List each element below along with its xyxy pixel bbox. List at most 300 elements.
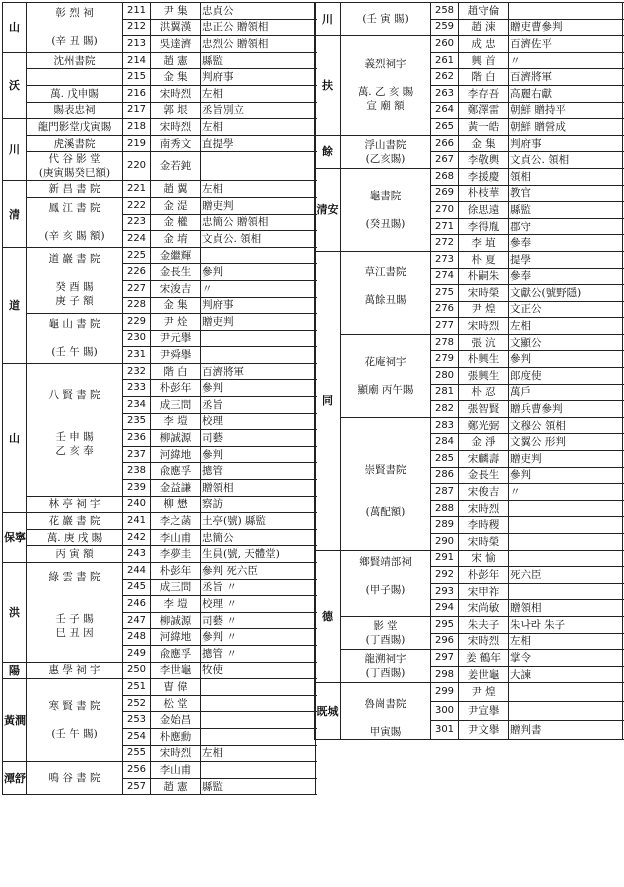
institution-line: 惠 學 祠 宇 (48, 664, 101, 677)
institution-line: 崇賢書院 (364, 463, 407, 476)
entry-note (201, 728, 316, 745)
person-name: 尹 煌 (459, 301, 509, 318)
entry-note: 〃 (201, 280, 316, 297)
entry-number: 228 (123, 297, 151, 314)
table-row (315, 135, 623, 152)
institution-line: 丙 寅 額 (55, 548, 94, 561)
entry-note: 校理 (201, 413, 316, 430)
entry-number: 214 (123, 52, 151, 69)
entry-number: 226 (123, 264, 151, 281)
entry-number: 286 (431, 467, 459, 484)
entry-note: 文穆公 領相 (509, 417, 623, 434)
entry-note: 贈吏判 (201, 197, 316, 214)
person-name: 李得胤 (459, 218, 509, 235)
institution-line: (辛 亥 賜 額) (44, 230, 105, 243)
entry-number: 258 (431, 3, 459, 20)
person-name: 宋時榮 (459, 285, 509, 302)
entry-note: 參判 (201, 380, 316, 397)
institution-line: 龍溯祠宇 (364, 653, 407, 666)
entry-number: 288 (431, 500, 459, 517)
entry-note: 參判 (201, 264, 316, 281)
institution-line (342, 307, 429, 321)
entry-number: 274 (431, 268, 459, 285)
person-name: 金 堉 (151, 231, 201, 248)
person-name: 張 沆 (459, 334, 509, 351)
entry-note (509, 550, 623, 567)
table-row (315, 3, 623, 20)
person-name: 成三問 (151, 579, 201, 596)
entry-number: 242 (123, 529, 151, 546)
region-cell (315, 36, 341, 136)
entry-note: 朱나라 朱子 (509, 616, 623, 633)
institution-cell (27, 513, 123, 530)
person-name: 松 堂 (151, 695, 201, 712)
person-name: 趙守倫 (459, 3, 509, 20)
person-name: 宋浚吉 (151, 280, 201, 297)
entry-note: 高麗右獻 (509, 85, 623, 102)
entry-note: 百濟將軍 (509, 69, 623, 86)
institution-line (342, 43, 429, 57)
entry-note: 文顯公 (509, 334, 623, 351)
institution-line: 宣 廟 額 (366, 100, 405, 113)
institution-line: 草江書院 (364, 265, 407, 278)
institution-cell (27, 197, 123, 247)
table-row (3, 69, 316, 86)
institution-cell (341, 683, 431, 740)
entry-note: 提學 (509, 251, 623, 268)
person-name: 朴 夏 (459, 251, 509, 268)
person-name: 李 埴 (459, 235, 509, 252)
institution-line: 甲寅賜 (369, 726, 402, 739)
region-cell (315, 168, 341, 251)
entry-number: 297 (431, 650, 459, 667)
region-label: 黃澗 (4, 713, 26, 727)
entry-note: 土亭(號) 縣監 (201, 513, 316, 530)
person-name: 趙 翼 (151, 181, 201, 198)
person-name: 李山甫 (151, 529, 201, 546)
institution-line (28, 472, 121, 486)
entry-number: 284 (431, 434, 459, 451)
entry-number: 289 (431, 517, 459, 534)
person-name: 朴彭年 (151, 380, 201, 397)
person-name: 金 淨 (459, 434, 509, 451)
institution-cell (341, 36, 431, 136)
person-name: 朴枝華 (459, 185, 509, 202)
institution-cell (341, 135, 431, 168)
region-label: 扶 (322, 78, 333, 92)
entry-note: 文翼公 形判 (509, 434, 623, 451)
table-row (3, 85, 316, 102)
entry-number: 225 (123, 247, 151, 264)
entry-note: 贈領相 (201, 480, 316, 497)
entry-number: 275 (431, 285, 459, 302)
person-name: 李存吾 (459, 85, 509, 102)
entry-number: 276 (431, 301, 459, 318)
entry-note: 文貞公. 領相 (509, 152, 623, 169)
table-row (3, 662, 316, 679)
entry-number: 267 (431, 152, 459, 169)
institution-line (28, 20, 121, 34)
entry-number: 279 (431, 351, 459, 368)
table-row (3, 496, 316, 513)
institution-line (28, 584, 121, 598)
entry-number: 231 (123, 347, 151, 364)
table-row (315, 417, 623, 434)
entry-number: 255 (123, 745, 151, 762)
entry-note: 判府事 (201, 297, 316, 314)
region-label: 餘 (322, 145, 333, 159)
person-name: 金繼輝 (151, 247, 201, 264)
person-name: 金 權 (151, 214, 201, 231)
entry-number: 257 (123, 778, 151, 795)
entry-number: 281 (431, 384, 459, 401)
person-name: 宋時烈 (459, 633, 509, 650)
institution-line: 龜 山 書 院 (48, 318, 101, 331)
institution-cell (341, 616, 431, 649)
entry-number: 263 (431, 85, 459, 102)
person-name: 李夢圭 (151, 546, 201, 563)
entry-note (509, 583, 623, 600)
person-name: 宋俊吉 (459, 484, 509, 501)
institution-line (28, 741, 121, 755)
region-cell (315, 3, 341, 36)
entry-number: 245 (123, 579, 151, 596)
institution-cell (27, 563, 123, 663)
institution-line (28, 374, 121, 388)
person-name: 洪翼漢 (151, 19, 201, 36)
entry-note: 左相 (509, 318, 623, 335)
entry-number: 216 (123, 85, 151, 102)
table-row (315, 550, 623, 567)
institution-line: 義烈祠宇 (364, 58, 407, 71)
entry-number: 277 (431, 318, 459, 335)
person-name: 徐思遠 (459, 202, 509, 219)
institution-line: 鄉賢靖部祠 (359, 556, 412, 569)
institution-cell (341, 3, 431, 36)
table-row (3, 513, 316, 530)
institution-line: 賜表忠祠 (53, 104, 96, 117)
institution-line (28, 266, 121, 280)
institution-line: (壬 午 賜) (51, 728, 98, 741)
table-row (3, 197, 316, 214)
entry-note: 忠簡公 (201, 529, 316, 546)
entry-number: 260 (431, 36, 459, 53)
institution-line: 巳 丑 因 (55, 627, 94, 640)
entry-note: 文貞公. 領相 (201, 231, 316, 248)
institution-cell (27, 529, 123, 546)
institution-cell (341, 251, 431, 334)
region-cell (315, 550, 341, 683)
entry-note (201, 152, 316, 181)
table-row (3, 152, 316, 181)
institution-cell (27, 152, 123, 181)
institution-line: 花庵祠宇 (364, 355, 407, 368)
institution-cell (27, 69, 123, 86)
entry-number: 293 (431, 583, 459, 600)
entry-note (201, 679, 316, 696)
institution-line (28, 70, 121, 84)
person-name: 趙 憲 (151, 52, 201, 69)
entry-number: 211 (123, 3, 151, 20)
entry-number: 236 (123, 430, 151, 447)
left-table (2, 2, 316, 795)
entry-number: 254 (123, 728, 151, 745)
table-row (315, 168, 623, 185)
entry-number: 300 (431, 702, 459, 721)
entry-number: 246 (123, 596, 151, 613)
region-cell (3, 3, 27, 53)
person-name: 尹 烇 (151, 314, 201, 331)
person-name: 河緯地 (151, 629, 201, 646)
table-row (315, 616, 623, 633)
entry-number: 266 (431, 135, 459, 152)
entry-number: 232 (123, 363, 151, 380)
entry-number: 217 (123, 102, 151, 119)
entry-note: 參奉 (509, 268, 623, 285)
person-name: 曺 偉 (151, 679, 201, 696)
person-name: 柳誠源 (151, 612, 201, 629)
institution-cell (27, 85, 123, 102)
person-name: 黃一皓 (459, 119, 509, 136)
institution-line (342, 397, 429, 411)
region-label: 道 (9, 298, 20, 312)
person-name: 階 白 (151, 363, 201, 380)
entry-note: 〃 (509, 52, 623, 69)
region-cell (3, 119, 27, 181)
table-row (3, 762, 316, 779)
person-name: 朴嗣朱 (459, 268, 509, 285)
institution-line: 虎溪書院 (53, 137, 96, 150)
region-cell (3, 762, 27, 795)
entry-number: 287 (431, 484, 459, 501)
region-label: 清 (9, 207, 20, 221)
institution-line: 壬 申 賜 (55, 430, 94, 443)
institution-line (342, 449, 429, 463)
entry-number: 219 (123, 135, 151, 152)
institution-cell (27, 135, 123, 152)
entry-note: 左相 (201, 745, 316, 762)
person-name: 金 湜 (151, 197, 201, 214)
table-row (3, 181, 316, 198)
region-cell (315, 251, 341, 550)
entry-number: 223 (123, 214, 151, 231)
person-name: 宋甲祚 (459, 583, 509, 600)
institution-line (342, 175, 429, 189)
entry-note: 朝鮮 贈營成 (509, 119, 623, 136)
institution-line (28, 416, 121, 430)
entry-note: 文正公 (509, 301, 623, 318)
institution-line: 萬. 乙 亥 賜 (357, 86, 414, 99)
entry-note: 忠正公 贈領相 (201, 19, 316, 36)
entry-number: 298 (431, 666, 459, 683)
institution-line: 沈州書院 (53, 54, 96, 67)
institution-cell (27, 662, 123, 679)
person-name: 李時稷 (459, 517, 509, 534)
person-name: 階 白 (459, 69, 509, 86)
entry-note: 左相 (201, 85, 316, 102)
entry-number: 285 (431, 451, 459, 468)
region-label: 保寧 (4, 531, 26, 545)
person-name: 郭 垠 (151, 102, 201, 119)
entry-note: 縣監 (509, 202, 623, 219)
institution-line (28, 402, 121, 416)
institution-cell (27, 679, 123, 762)
institution-cell (341, 417, 431, 550)
institution-line (342, 711, 429, 725)
person-name: 李 塏 (151, 596, 201, 613)
entry-note: 忠簡公 贈領相 (201, 214, 316, 231)
person-name: 張興生 (459, 368, 509, 385)
institution-line (28, 458, 121, 472)
entry-note: 縣監 (201, 778, 316, 795)
institution-line: 道 巖 書 院 (48, 253, 101, 266)
institution-cell (27, 762, 123, 795)
institution-line: 寒 賢 書 院 (48, 700, 101, 713)
institution-line (342, 597, 429, 611)
entry-note (509, 3, 623, 20)
entry-note: 忠貞公 (201, 3, 316, 20)
entry-number: 224 (123, 231, 151, 248)
institution-line (28, 713, 121, 727)
entry-note: 領相 (509, 168, 623, 185)
person-name: 宋時烈 (151, 85, 201, 102)
entry-note: 教官 (509, 185, 623, 202)
person-name: 李山甫 (151, 762, 201, 779)
entry-note (201, 247, 316, 264)
entry-note: 參奉 (509, 235, 623, 252)
entry-number: 212 (123, 19, 151, 36)
institution-line: (辛 丑 賜) (51, 35, 98, 48)
table-row (3, 563, 316, 580)
entry-note: 司藝 (201, 430, 316, 447)
institution-line (28, 598, 121, 612)
entry-number: 250 (123, 662, 151, 679)
institution-cell (27, 3, 123, 53)
person-name: 尹宣擧 (459, 702, 509, 721)
entry-note: 左相 (201, 181, 316, 198)
entry-note: 參判 死六臣 (201, 563, 316, 580)
region-cell (3, 247, 27, 363)
entry-number: 241 (123, 513, 151, 530)
person-name: 兪應孚 (151, 463, 201, 480)
entry-note: 縣監 (201, 52, 316, 69)
entry-note: 左相 (201, 119, 316, 136)
person-name: 金若鈍 (151, 152, 201, 181)
entry-note: 百濟將軍 (201, 363, 316, 380)
person-name: 朴興生 (459, 351, 509, 368)
institution-line: 乙 亥 奉 (55, 444, 94, 457)
entry-number: 252 (123, 695, 151, 712)
institution-line: (萬配額) (365, 505, 406, 518)
institution-line: 鳳 江 書 院 (48, 202, 101, 215)
institution-cell (27, 247, 123, 313)
entry-number: 262 (431, 69, 459, 86)
entry-note: 參判 (201, 446, 316, 463)
institution-line: 龍門影堂戊寅賜 (37, 120, 112, 133)
institution-line: (丁酉賜) (365, 667, 406, 680)
person-name: 南秀文 (151, 135, 201, 152)
person-name: 尹 集 (151, 3, 201, 20)
table-row (3, 679, 316, 696)
person-name: 宋時烈 (151, 119, 201, 136)
entry-note: 大諫 (509, 666, 623, 683)
person-name: 朱夫子 (459, 616, 509, 633)
person-name: 金益謙 (151, 480, 201, 497)
person-name: 李之菡 (151, 513, 201, 530)
institution-line (342, 477, 429, 491)
person-name: 李世龜 (151, 662, 201, 679)
entry-number: 259 (431, 19, 459, 36)
region-label: 川 (9, 143, 20, 157)
entry-number: 296 (431, 633, 459, 650)
entry-note: 左相 (509, 633, 623, 650)
region-cell (3, 363, 27, 512)
institution-line: 花 巖 書 院 (48, 515, 101, 528)
entry-note: 牧使 (201, 662, 316, 679)
person-name: 金長生 (151, 264, 201, 281)
region-label: 德 (322, 609, 333, 623)
institution-cell (341, 168, 431, 251)
institution-line (342, 113, 429, 127)
institution-line: (壬 寅 賜) (362, 13, 409, 26)
institution-line: 顯廟 丙午賜 (357, 383, 414, 396)
entry-note: 郎度使 (509, 368, 623, 385)
entry-note: 校理 〃 (201, 596, 316, 613)
entry-number: 244 (123, 563, 151, 580)
institution-line (342, 231, 429, 245)
entry-note: 察訪 (201, 496, 316, 513)
institution-line: (癸丑賜) (365, 217, 406, 230)
person-name: 姜 鶴年 (459, 650, 509, 667)
region-label: 陽 (9, 663, 20, 677)
entry-number: 301 (431, 721, 459, 740)
institution-line (342, 435, 429, 449)
entry-note: 萬戶 (509, 384, 623, 401)
person-name: 金 集 (459, 135, 509, 152)
entry-number: 290 (431, 534, 459, 551)
entry-note: 〃 (509, 484, 623, 501)
entry-number: 271 (431, 218, 459, 235)
institution-cell (27, 546, 123, 563)
entry-note: 贈吏判 (509, 451, 623, 468)
entry-note: 摠管 (201, 463, 316, 480)
person-name: 宋時榮 (459, 534, 509, 551)
entry-number: 268 (431, 168, 459, 185)
entry-note (201, 330, 316, 347)
entry-note: 判府事 (201, 69, 316, 86)
entry-note (509, 517, 623, 534)
entry-note (509, 702, 623, 721)
entry-note: 摠管 〃 (201, 645, 316, 662)
region-cell (315, 683, 341, 740)
entry-note: 掌令 (509, 650, 623, 667)
institution-line: 鳴 谷 書 院 (48, 772, 101, 785)
person-name: 宋 愉 (459, 550, 509, 567)
person-name: 鄭光弼 (459, 417, 509, 434)
region-label: 山 (9, 431, 20, 445)
table-row (3, 546, 316, 563)
table-row (315, 683, 623, 702)
table-row (315, 251, 623, 268)
table-row (3, 52, 316, 69)
entry-number: 261 (431, 52, 459, 69)
region-cell (3, 513, 27, 563)
entry-note: 丞旨 〃 (201, 579, 316, 596)
person-name: 趙 涑 (459, 19, 509, 36)
institution-line: 壬 子 賜 (55, 613, 94, 626)
institution-line: 萬. 戊申賜 (50, 87, 99, 100)
entry-note: 文獻公(號野隱) (509, 285, 623, 302)
